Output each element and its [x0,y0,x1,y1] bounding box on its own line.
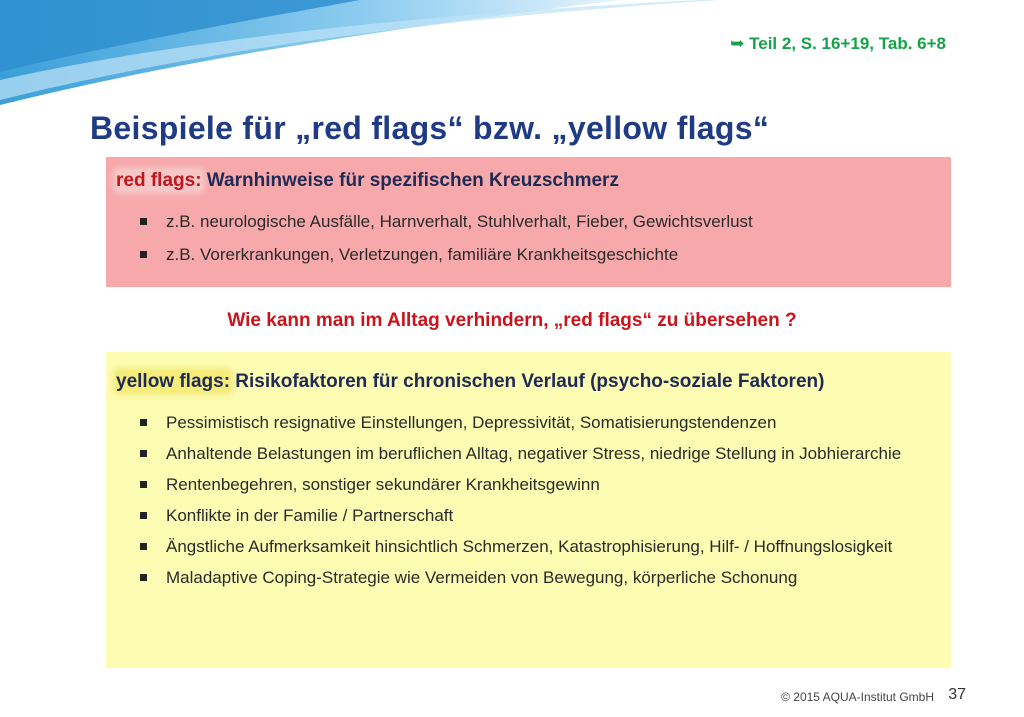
list-item: Konflikte in der Familie / Partnerschaft [140,503,943,528]
list-item: Anhaltende Belastungen im beruflichen Alltag, negativer Stress, niedrige Stellung in Jobhierarchie [140,441,943,466]
red-flags-list [140,209,753,275]
square-bullet-icon [140,512,147,519]
list-item: Rentenbegehren, sonstiger sekundärer Krankheitsgewinn [140,472,943,497]
question-text: Wie kann man im Alltag verhindern, „red flags“ zu übersehen ? [227,310,797,331]
yellow-flags-heading-text: Risikofaktoren für chronischen Verlauf (psycho-soziale Faktoren) [230,371,825,392]
red-flags-box [106,157,951,287]
copyright-footer: © 2015 AQUA-Institut GmbH [781,690,934,704]
list-item: Ängstliche Aufmerksamkeit hinsichtlich Schmerzen, Katastrophisierung, Hilf- / Hoffnungslosigkeit [140,534,943,559]
square-bullet-icon [140,574,147,581]
page-number: 37 [948,686,966,703]
yellow-flags-list [140,410,943,596]
header-wave-decoration [0,0,1024,110]
red-flags-heading-text: Warnhinweise für spezifischen Kreuzschmerz [201,170,619,191]
list-item: z.B. Vorerkrankungen, Verletzungen, familiäre Krankheitsgeschichte [140,242,753,268]
square-bullet-icon [140,450,147,457]
red-flags-label: red flags: [116,170,202,191]
list-item: Maladaptive Coping-Strategie wie Vermeiden von Bewegung, körperliche Schonung [140,565,943,590]
reference-note: ➥ Teil 2, S. 16+19, Tab. 6+8 [730,34,946,53]
yellow-flags-label: yellow flags: [116,371,231,392]
list-item: Pessimistisch resignative Einstellungen, Depressivität, Somatisierungstendenzen [140,410,943,435]
yellow-flags-box [106,352,951,668]
square-bullet-icon [140,419,147,426]
square-bullet-icon [140,481,147,488]
list-item: z.B. neurologische Ausfälle, Harnverhalt, Stuhlverhalt, Fieber, Gewichtsverlust [140,209,753,235]
square-bullet-icon [140,218,147,225]
square-bullet-icon [140,543,147,550]
square-bullet-icon [140,251,147,258]
red-flags-heading [116,170,619,192]
yellow-flags-heading [116,371,824,393]
page-title: Beispiele für „red flags“ bzw. „yellow flags“ [90,110,770,146]
